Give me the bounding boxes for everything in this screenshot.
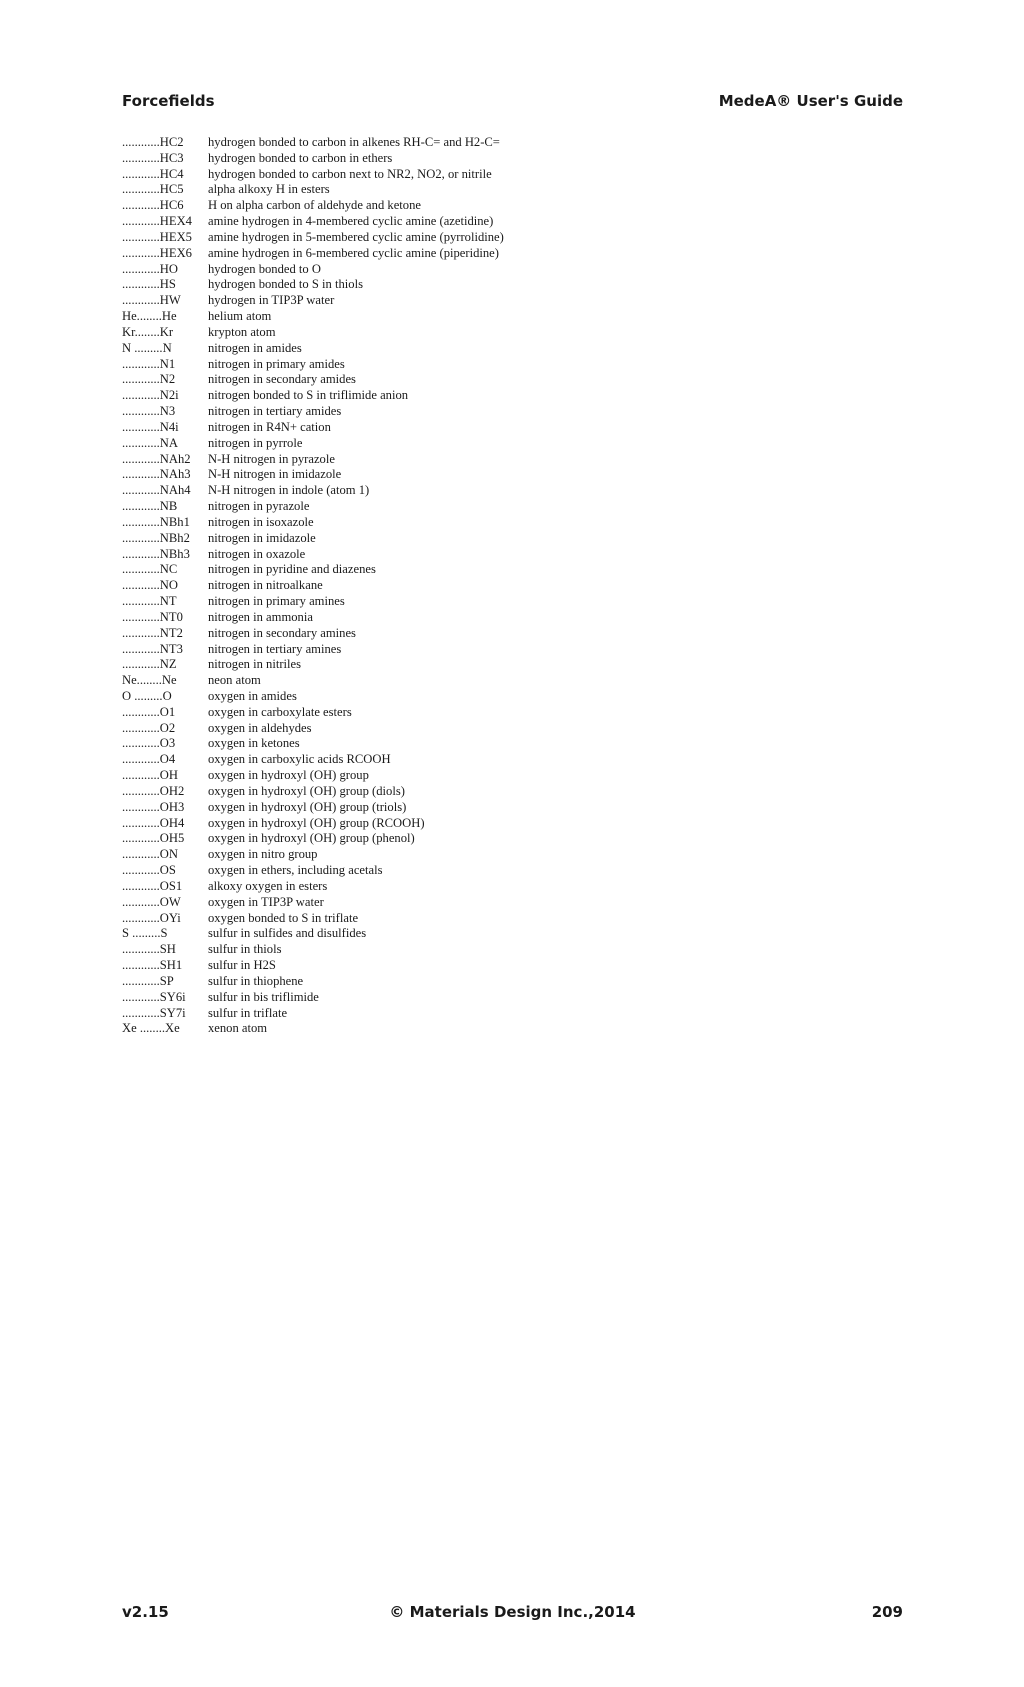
- atom-type-row: [122, 562, 822, 578]
- atom-type-code: Xe ........Xe: [122, 1021, 180, 1036]
- atom-type-code: ............OS1: [122, 878, 183, 893]
- atom-type-description: sulfur in sulfides and disulfides: [208, 926, 367, 941]
- atom-type-description: N-H nitrogen in pyrazole: [208, 451, 335, 466]
- atom-type-description: hydrogen bonded to O: [208, 261, 321, 276]
- atom-type-row: [122, 483, 822, 499]
- atom-type-code: ............NT0: [122, 609, 183, 624]
- atom-type-description: nitrogen bonded to S in triflimide anion: [208, 388, 409, 403]
- atom-type-description: nitrogen in pyrrole: [208, 435, 303, 450]
- atom-type-description: nitrogen in secondary amines: [208, 625, 356, 640]
- atom-type-row: [122, 642, 822, 658]
- atom-type-row: [122, 657, 822, 673]
- atom-type-code: ............SY6i: [122, 989, 186, 1004]
- atom-type-description: helium atom: [208, 309, 272, 324]
- atom-type-row: [122, 1021, 822, 1037]
- atom-type-row: [122, 626, 822, 642]
- atom-type-row: [122, 942, 822, 958]
- atom-type-description: sulfur in H2S: [208, 958, 276, 973]
- atom-type-code: ............SY7i: [122, 1005, 186, 1020]
- atom-type-description: nitrogen in primary amides: [208, 356, 345, 371]
- atom-type-row: [122, 341, 822, 357]
- atom-type-code: ............N1: [122, 356, 176, 371]
- atom-type-row: [122, 293, 822, 309]
- atom-type-row: [122, 372, 822, 388]
- atom-type-code: ............HC5: [122, 182, 184, 197]
- atom-type-description: nitrogen in pyrazole: [208, 499, 310, 514]
- atom-type-code: ............HW: [122, 293, 181, 308]
- atom-type-row: [122, 325, 822, 341]
- atom-type-row: [122, 452, 822, 468]
- atom-type-code: O .........O: [122, 688, 172, 703]
- atom-type-code: Ne........Ne: [122, 673, 177, 688]
- atom-type-code: ............NBh3: [122, 546, 190, 561]
- atom-type-row: [122, 752, 822, 768]
- atom-type-description: nitrogen in tertiary amides: [208, 404, 342, 419]
- atom-type-description: nitrogen in nitriles: [208, 657, 302, 672]
- atom-type-code: ............SP: [122, 973, 174, 988]
- atom-type-description: oxygen in ketones: [208, 736, 300, 751]
- atom-type-row: [122, 895, 822, 911]
- atom-type-row: [122, 594, 822, 610]
- atom-type-code: ............HC3: [122, 150, 184, 165]
- atom-type-description: nitrogen in nitroalkane: [208, 578, 323, 593]
- atom-type-code: He........He: [122, 309, 177, 324]
- atom-type-code: ............OS: [122, 863, 176, 878]
- atom-type-row: [122, 578, 822, 594]
- atom-type-code: ............NT2: [122, 625, 183, 640]
- atom-type-code: ............NBh2: [122, 530, 190, 545]
- atom-type-description: sulfur in thiophene: [208, 973, 304, 988]
- atom-type-code: ............OH3: [122, 799, 185, 814]
- atom-type-code: ............NAh3: [122, 467, 191, 482]
- atom-type-code: ............O2: [122, 720, 176, 735]
- atom-type-row: [122, 610, 822, 626]
- atom-type-code: ............N2i: [122, 388, 179, 403]
- atom-type-row: [122, 309, 822, 325]
- atom-type-description: oxygen in hydroxyl (OH) group (diols): [208, 783, 405, 798]
- atom-type-row: [122, 262, 822, 278]
- atom-type-code: ............HO: [122, 261, 178, 276]
- atom-type-row: [122, 499, 822, 515]
- atom-type-code: ............HS: [122, 277, 176, 292]
- atom-type-row: [122, 357, 822, 373]
- atom-type-description: oxygen in nitro group: [208, 847, 318, 862]
- atom-type-row: [122, 879, 822, 895]
- atom-type-code: ............HC6: [122, 198, 184, 213]
- atom-type-code: ............SH1: [122, 958, 183, 973]
- atom-type-description: alkoxy oxygen in esters: [208, 878, 328, 893]
- atom-type-code: ............HEX4: [122, 214, 192, 229]
- atom-type-description: oxygen in TIP3P water: [208, 894, 324, 909]
- atom-type-code: ............ON: [122, 847, 178, 862]
- atom-type-row: [122, 721, 822, 737]
- atom-type-code: ............NA: [122, 435, 178, 450]
- atom-type-code: ............HEX6: [122, 245, 192, 260]
- atom-type-row: [122, 547, 822, 563]
- atom-type-description: nitrogen in isoxazole: [208, 514, 314, 529]
- atom-type-row: [122, 958, 822, 974]
- atom-type-code: ............HEX5: [122, 229, 192, 244]
- atom-type-description: oxygen in hydroxyl (OH) group: [208, 768, 369, 783]
- atom-type-description: oxygen in hydroxyl (OH) group (RCOOH): [208, 815, 425, 830]
- atom-type-row: [122, 1006, 822, 1022]
- atom-type-code: ............OW: [122, 894, 181, 909]
- atom-type-row: [122, 404, 822, 420]
- atom-type-description: sulfur in triflate: [208, 1005, 288, 1020]
- atom-type-description: nitrogen in R4N+ cation: [208, 419, 331, 434]
- atom-type-row: [122, 420, 822, 436]
- atom-type-description: nitrogen in imidazole: [208, 530, 316, 545]
- atom-type-row: [122, 974, 822, 990]
- atom-type-code: ............N3: [122, 404, 176, 419]
- guide-title: MedeA® User's Guide: [718, 92, 903, 110]
- page-number: 209: [871, 1603, 903, 1621]
- atom-type-description: N-H nitrogen in indole (atom 1): [208, 483, 370, 498]
- atom-type-description: xenon atom: [208, 1021, 268, 1036]
- atom-type-code: ............O3: [122, 736, 176, 751]
- atom-type-description: hydrogen bonded to carbon in alkenes RH-C= and H2-C=: [208, 135, 500, 149]
- atom-type-row: [122, 214, 822, 230]
- atom-type-code: ............NC: [122, 562, 178, 577]
- atom-type-code: ............HC2: [122, 135, 184, 149]
- atom-type-description: amine hydrogen in 4-membered cyclic amine (azetidine): [208, 214, 494, 229]
- atom-type-row: [122, 135, 822, 151]
- atom-type-description: oxygen in carboxylate esters: [208, 704, 352, 719]
- atom-type-code: ............NB: [122, 499, 178, 514]
- atom-type-code: S .........S: [122, 926, 168, 941]
- atom-type-description: oxygen in hydroxyl (OH) group (phenol): [208, 831, 415, 846]
- atom-type-code: ............NT: [122, 594, 177, 609]
- atom-type-description: sulfur in thiols: [208, 942, 282, 957]
- atom-type-row: [122, 816, 822, 832]
- atom-type-row: [122, 705, 822, 721]
- atom-type-code: ............HC4: [122, 166, 184, 181]
- atom-type-description: neon atom: [208, 673, 261, 688]
- atom-type-row: [122, 736, 822, 752]
- atom-type-description: N-H nitrogen in imidazole: [208, 467, 342, 482]
- atom-type-code: N .........N: [122, 340, 172, 355]
- atom-type-description: hydrogen bonded to carbon in ethers: [208, 150, 393, 165]
- atom-type-code: ............O1: [122, 704, 176, 719]
- copyright-notice: © Materials Design Inc.,2014: [389, 1603, 636, 1621]
- atom-type-row: [122, 182, 822, 198]
- atom-type-description: nitrogen in ammonia: [208, 609, 313, 624]
- atom-type-row: [122, 990, 822, 1006]
- atom-type-description: amine hydrogen in 5-membered cyclic amine (pyrrolidine): [208, 229, 504, 244]
- atom-type-description: nitrogen in tertiary amines: [208, 641, 342, 656]
- atom-type-code: ............OH5: [122, 831, 185, 846]
- atom-type-code: ............SH: [122, 942, 176, 957]
- atom-type-row: [122, 467, 822, 483]
- atom-type-row: [122, 784, 822, 800]
- atom-type-description: oxygen in hydroxyl (OH) group (triols): [208, 799, 407, 814]
- atom-type-code: ............O4: [122, 752, 176, 767]
- atom-type-row: [122, 768, 822, 784]
- atom-type-row: [122, 531, 822, 547]
- atom-type-row: [122, 167, 822, 183]
- atom-type-code: ............N4i: [122, 419, 179, 434]
- atom-type-row: [122, 911, 822, 927]
- atom-type-row: [122, 926, 822, 942]
- atom-type-code: ............OH4: [122, 815, 185, 830]
- atom-type-list: [122, 135, 822, 1037]
- atom-type-row: [122, 831, 822, 847]
- atom-type-description: oxygen in ethers, including acetals: [208, 863, 383, 878]
- atom-type-row: [122, 246, 822, 262]
- atom-type-row: [122, 689, 822, 705]
- atom-type-row: [122, 277, 822, 293]
- atom-type-description: oxygen bonded to S in triflate: [208, 910, 359, 925]
- atom-type-code: ............OH: [122, 768, 178, 783]
- atom-type-description: hydrogen bonded to S in thiols: [208, 277, 363, 292]
- section-title: Forcefields: [122, 92, 215, 110]
- atom-type-row: [122, 800, 822, 816]
- atom-type-code: Kr........Kr: [122, 324, 174, 339]
- atom-type-code: ............N2: [122, 372, 176, 387]
- atom-type-row: [122, 230, 822, 246]
- atom-type-code: ............NAh2: [122, 451, 191, 466]
- atom-type-description: nitrogen in pyridine and diazenes: [208, 562, 376, 577]
- atom-type-description: krypton atom: [208, 324, 276, 339]
- atom-type-description: hydrogen bonded to carbon next to NR2, NO2, or nitrile: [208, 166, 492, 181]
- atom-type-row: [122, 673, 822, 689]
- atom-type-description: oxygen in carboxylic acids RCOOH: [208, 752, 391, 767]
- atom-type-row: [122, 847, 822, 863]
- atom-type-description: sulfur in bis triflimide: [208, 989, 319, 1004]
- atom-type-row: [122, 436, 822, 452]
- atom-type-description: nitrogen in oxazole: [208, 546, 306, 561]
- atom-type-code: ............NBh1: [122, 514, 190, 529]
- atom-type-description: oxygen in amides: [208, 688, 297, 703]
- atom-type-description: nitrogen in primary amines: [208, 594, 345, 609]
- atom-type-row: [122, 863, 822, 879]
- page-footer: [122, 1603, 903, 1625]
- atom-type-code: ............NZ: [122, 657, 177, 672]
- atom-type-row: [122, 151, 822, 167]
- atom-type-code: ............OH2: [122, 783, 185, 798]
- atom-type-row: [122, 388, 822, 404]
- atom-type-row: [122, 198, 822, 214]
- atom-type-code: ............NO: [122, 578, 178, 593]
- atom-type-code: ............NT3: [122, 641, 183, 656]
- atom-type-code: ............OYi: [122, 910, 181, 925]
- atom-type-description: nitrogen in secondary amides: [208, 372, 356, 387]
- atom-type-description: amine hydrogen in 6-membered cyclic amine (piperidine): [208, 245, 499, 260]
- page-header: [122, 92, 903, 116]
- atom-type-description: hydrogen in TIP3P water: [208, 293, 335, 308]
- atom-type-description: oxygen in aldehydes: [208, 720, 312, 735]
- version-label: v2.15: [122, 1603, 169, 1621]
- atom-type-description: nitrogen in amides: [208, 340, 302, 355]
- atom-type-description: alpha alkoxy H in esters: [208, 182, 330, 197]
- atom-type-row: [122, 515, 822, 531]
- atom-type-code: ............NAh4: [122, 483, 191, 498]
- atom-type-description: H on alpha carbon of aldehyde and ketone: [208, 198, 421, 213]
